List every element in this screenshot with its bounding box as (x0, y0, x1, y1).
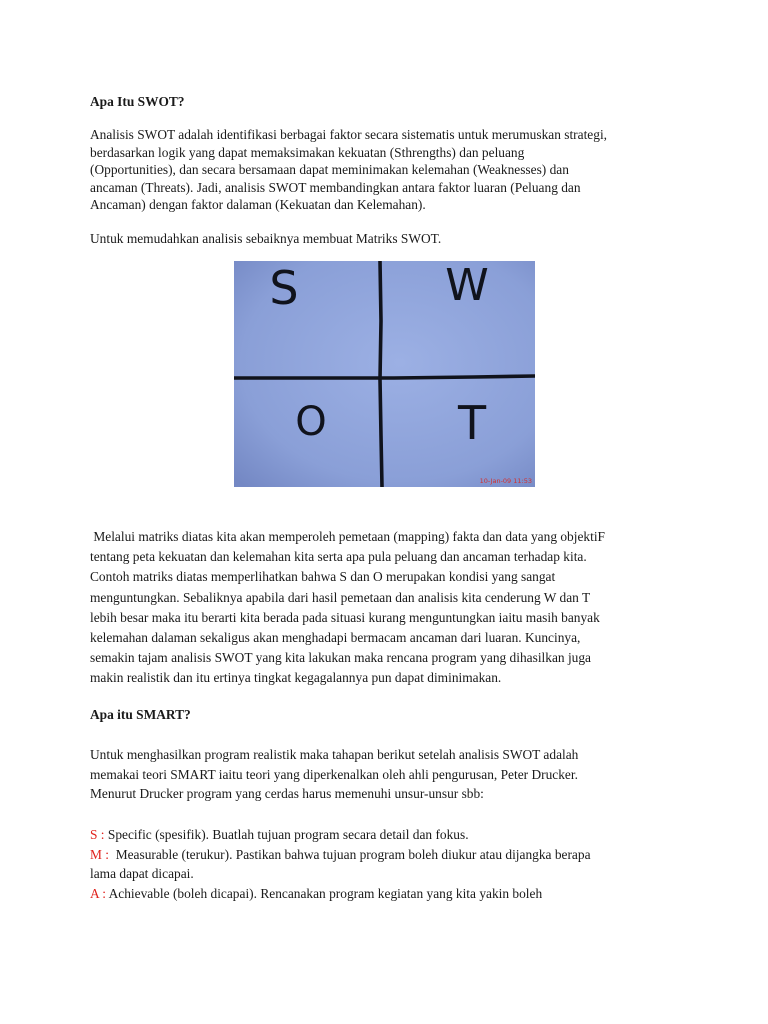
text-line: Contoh matriks diatas memperlihatkan bahwa S dan O merupakan kondisi yang sangat (90, 569, 556, 585)
matrix-intro-paragraph (90, 230, 690, 248)
smart-separator: : (97, 827, 108, 842)
swot-matrix-drawing (234, 261, 535, 487)
matrix-letter-s: S (269, 261, 299, 315)
smart-heading: Apa itu SMART? (90, 707, 191, 722)
smart-letter: S (90, 827, 98, 842)
text-line: Untuk memudahkan analisis sebaiknya membuat Matriks SWOT. (90, 231, 442, 246)
text-line: semakin tajam analisis SWOT yang kita lakukan maka rencana program yang dihasilkan juga (90, 650, 592, 666)
text-line: berdasarkan logik yang dapat memaksimakan kekuatan (Sthrengths) dan peluang (90, 144, 525, 160)
text-line: ancaman (Threats). Jadi, analisis SWOT membandingkan antara faktor luaran (Peluang dan (90, 179, 581, 195)
matrix-explanation-paragraph (90, 527, 690, 689)
matrix-letter-t: T (457, 396, 487, 450)
smart-item-m (90, 845, 690, 884)
swot-intro-paragraph (90, 126, 690, 214)
smart-separator: : (101, 846, 116, 862)
smart-letter: M (90, 846, 102, 862)
text-line: tentang peta kekuatan dan kelemahan kita serta apa pula peluang dan ancaman terhadap kita. (90, 549, 587, 565)
text-line: Ancaman) dengan faktor dalaman (Kekuatan dan Kelemahan). (90, 197, 426, 212)
smart-item-text: Specific (spesifik). Buatlah tujuan program secara detail dan fokus. (107, 827, 469, 842)
smart-list (90, 825, 690, 903)
text-line: kelemahan dalaman sekaligus akan menghadapi bermacam ancaman dari luaran. Kuncinya, (90, 630, 581, 646)
swot-matrix-photo (234, 261, 535, 487)
matrix-vertical-line (380, 261, 382, 487)
text-line: Analisis SWOT adalah identifikasi berbagai faktor secara sistematis untuk merumuskan strategi, (90, 127, 608, 142)
smart-item-text: Measurable (terukur). Pastikan bahwa tujuan program boleh diukur atau dijangka berapa (115, 846, 591, 862)
smart-intro-paragraph (90, 745, 690, 804)
swot-heading-block (90, 93, 690, 111)
smart-item-a (90, 884, 690, 904)
matrix-horizontal-line (234, 376, 535, 378)
text-line: memakai teori SMART iaitu teori yang diperkenalkan oleh ahli pengurusan, Peter Drucker. (90, 766, 578, 782)
text-line: Untuk menghasilkan program realistik maka tahapan berikut setelah analisis SWOT adalah (90, 747, 579, 762)
matrix-letter-w: W (445, 261, 489, 311)
matrix-letter-o: O (295, 399, 327, 445)
smart-separator: : (98, 885, 109, 901)
text-line: menguntungkan. Sebaliknya apabila dari hasil pemetaan dan analisis kita cenderung W dan T (90, 589, 591, 605)
swot-heading: Apa Itu SWOT? (90, 94, 185, 109)
smart-item-text: Achievable (boleh dicapai). Rencanakan program kegiatan yang kita yakin boleh (108, 885, 543, 901)
text-line: makin realistik dan itu ertinya tingkat kegagalannya pun dapat diminimakan. (90, 670, 502, 686)
text-line: lebih besar maka itu berarti kita berada pada situasi kurang menguntungkan iaitu masih banyak (90, 609, 600, 625)
smart-heading-block (90, 706, 690, 724)
smart-item-s (90, 825, 690, 845)
smart-item-continuation: lama dapat dicapai. (90, 866, 194, 882)
text-line: Melalui matriks diatas kita akan memperoleh pemetaan (mapping) fakta dan data yang objektiF (90, 529, 605, 544)
photo-timestamp: 10-Jan-09 11:53 (479, 477, 532, 485)
text-line: (Opportunities), dan secara bersamaan dapat meminimakan kelemahan (Weaknesses) dan (90, 162, 569, 177)
smart-letter: A (90, 885, 99, 901)
text-line: Menurut Drucker program yang cerdas harus memenuhi unsur-unsur sbb: (90, 786, 484, 802)
